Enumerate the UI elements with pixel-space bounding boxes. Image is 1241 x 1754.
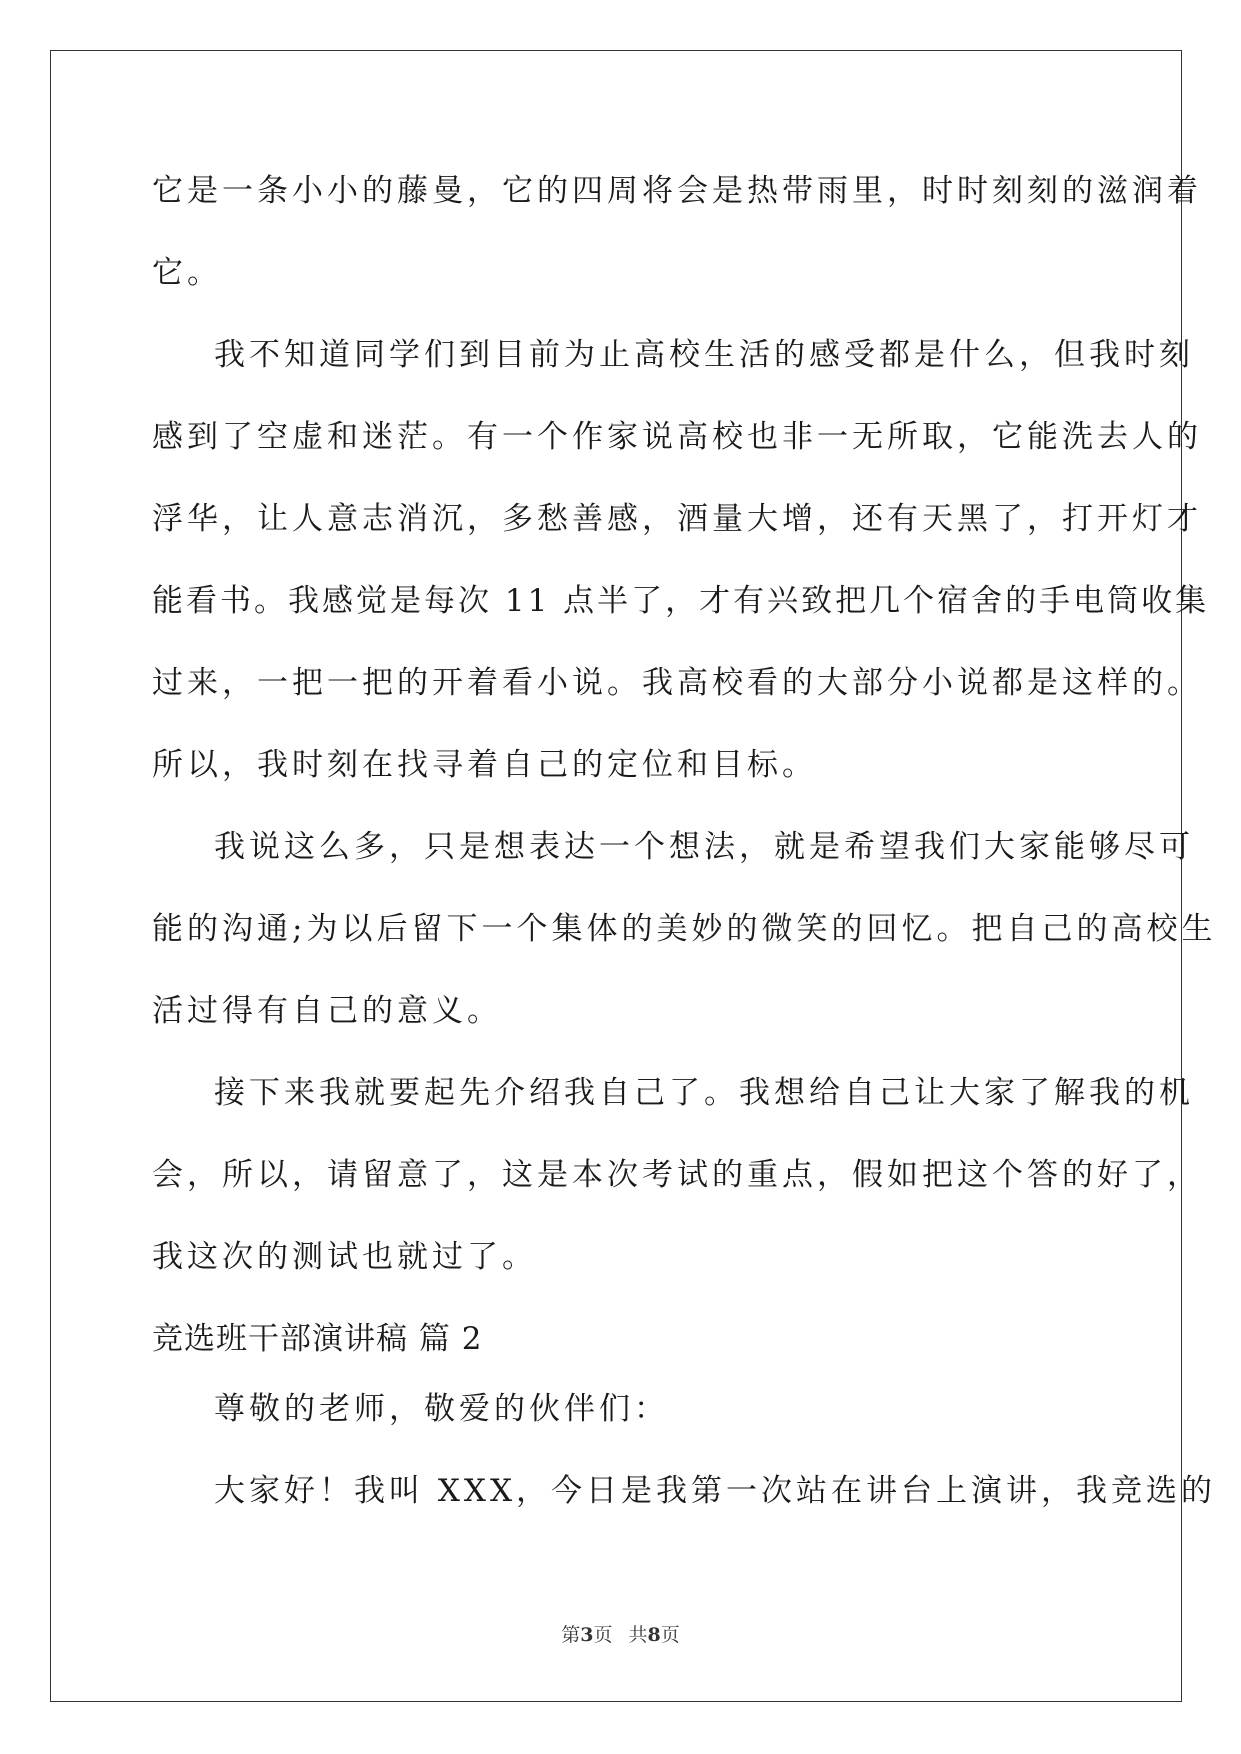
total-suffix: 页 (660, 1624, 680, 1646)
salutation-line: 尊敬的老师，敬爱的伙伴们： (214, 1391, 669, 1427)
total-prefix: 共 (628, 1624, 648, 1646)
paragraph-line: 大家好！我叫 XXX，今日是我第一次站在讲台上演讲，我竞选的 (214, 1473, 1217, 1509)
document-body (152, 160, 1217, 1542)
total-pages-number: 8 (647, 1624, 661, 1646)
paragraph-line: 我这次的测试也就过了。 (152, 1239, 537, 1275)
page-footer (0, 1620, 1241, 1647)
paragraph-line: 会，所以，请留意了，这是本次考试的重点，假如把这个答的好了， (152, 1157, 1202, 1193)
paragraph-line: 我不知道同学们到目前为止高校生活的感受都是什么，但我时刻 (214, 337, 1194, 373)
paragraph-line: 它是一条小小的藤曼，它的四周将会是热带雨里，时时刻刻的滋润着 (152, 173, 1202, 209)
paragraph-line: 我说这么多，只是想表达一个想法，就是希望我们大家能够尽可 (214, 829, 1194, 865)
paragraph-line: 活过得有自己的意义。 (152, 993, 502, 1029)
current-page-number: 3 (580, 1624, 594, 1646)
paragraph-line: 感到了空虚和迷茫。有一个作家说高校也非一无所取，它能洗去人的 (152, 419, 1202, 455)
section-heading: 竞选班干部演讲稿 篇 2 (152, 1321, 483, 1357)
page-suffix: 页 (593, 1624, 613, 1646)
paragraph-line: 接下来我就要起先介绍我自己了。我想给自己让大家了解我的机 (214, 1075, 1194, 1111)
paragraph-line: 浮华，让人意志消沉，多愁善感，酒量大增，还有天黑了，打开灯才 (152, 501, 1202, 537)
paragraph-line: 过来，一把一把的开着看小说。我高校看的大部分小说都是这样的。 (152, 665, 1202, 701)
paragraph-line: 它。 (152, 255, 222, 291)
paragraph-line: 所以，我时刻在找寻着自己的定位和目标。 (152, 747, 817, 783)
page-prefix: 第 (561, 1624, 581, 1646)
paragraph-line: 能的沟通;为以后留下一个集体的美妙的微笑的回忆。把自己的高校生 (152, 911, 1217, 947)
paragraph-line: 能看书。我感觉是每次 11 点半了，才有兴致把几个宿舍的手电筒收集 (152, 583, 1210, 619)
